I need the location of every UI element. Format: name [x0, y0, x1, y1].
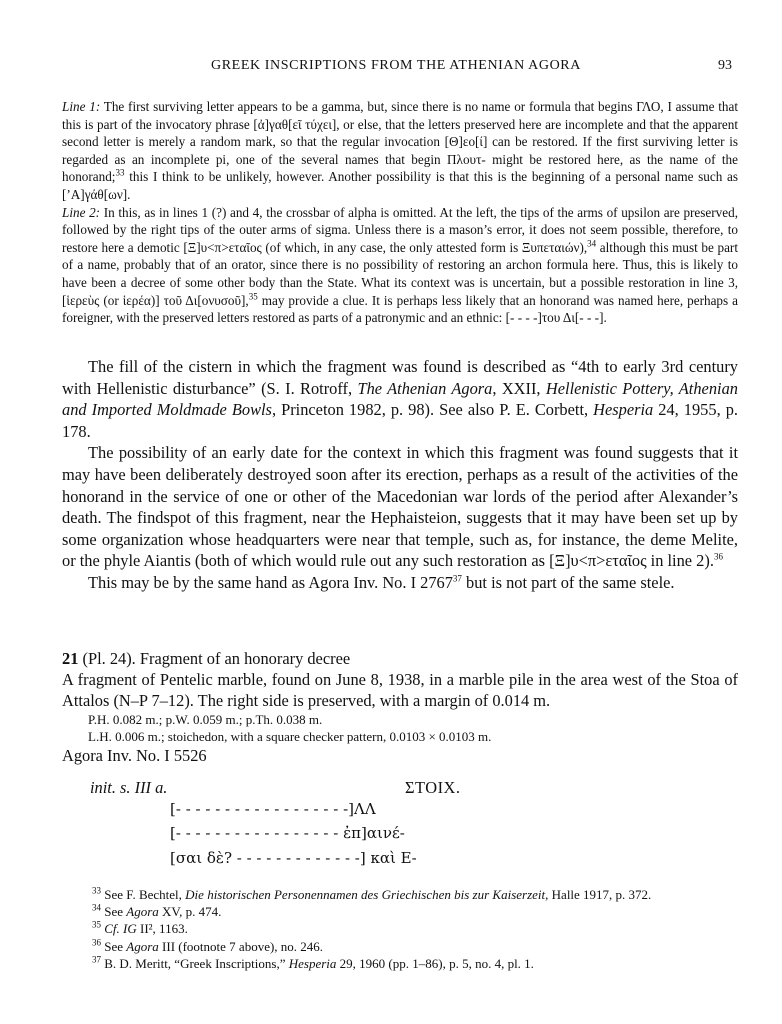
footnote-number: 34 — [92, 902, 101, 913]
page-number: 93 — [718, 58, 732, 73]
footnote-text: , Halle 1917, p. 372. — [545, 887, 652, 902]
running-header — [60, 58, 732, 78]
footnote-title: Agora — [126, 938, 159, 954]
inventory-number: Agora Inv. No. I 5526 — [62, 746, 207, 765]
note-line-2 — [62, 204, 738, 327]
footnote-text: 29, 1960 (pp. 1–86), p. 5, no. 4, pl. 1. — [339, 955, 534, 971]
paragraph-same-hand — [62, 572, 738, 594]
footnote-number: 35 — [92, 920, 101, 931]
footnote — [92, 886, 742, 903]
note-line-1-text-cont: this I think to be unlikely, however. Another possibility is that this is the beginning of a personal name such as [’Α]γάθ[ων]. — [62, 169, 738, 202]
note-line-2-label: Line 2: — [62, 204, 101, 220]
footnote-text: See F. Bechtel, — [104, 887, 182, 902]
footnote-ref-34: 34 — [587, 238, 597, 249]
stoichedon-label: ΣΤΟΙΧ. — [405, 778, 461, 797]
measurements-dimensions: P.H. 0.082 m.; p.W. 0.059 m.; p.Th. 0.038 m. — [88, 712, 323, 727]
footnote-number: 37 — [92, 954, 101, 965]
footnote-ref-35: 35 — [248, 291, 258, 302]
note-line-1 — [62, 98, 738, 204]
footnote-title: Hesperia — [288, 955, 337, 971]
paragraph-text: The possibility of an early date for the context in which this fragment was found suggests that it may have been deliberately destroyed soon after its erection, perhaps as a result of the activities of the honorand in the service of one or other of the Macedonian war lords of the period after Alexander’s death. The findspot of this fragment, near the Hephaisteion, suggests that it may have been set up by some organization whose headquarters were near that temple, such as, for instance, the deme Melite, or the phyle Aiantis (both of which would rule out any such restoration as [Ξ]υ<π>εταῖος in line 2). — [62, 443, 738, 571]
footnote-text: III (footnote 7 above), no. 246. — [162, 938, 324, 954]
note-line-2-text-cont: although this must be part of a name, probably that of an orator, since there is no possibility of restoring an archon formula here. Thus, this is likely to have been a decree of some other body than the State. What its context was is uncertain, but a possible restoration in line 3, [ἱερεὺς (or ἱερέα)] τοῦ Δι[ονυσοῦ], — [62, 239, 738, 308]
footnote — [92, 920, 742, 937]
footnote — [92, 938, 742, 955]
footnote-title: Die historischen Personennamen des Griechischen bis zur Kaiserzeit — [185, 887, 546, 902]
footnote-title: Cf. IG — [104, 921, 137, 937]
paragraph-early-date — [62, 442, 738, 572]
footnote-number: 36 — [92, 937, 101, 948]
entry-title-text: (Pl. 24). Fragment of an honorary decree — [82, 649, 351, 668]
footnote-text: B. D. Meritt, “Greek Inscriptions,” — [104, 955, 286, 971]
footnote-text: XV, p. 474. — [162, 904, 222, 920]
paragraph-text: This may be by the same hand as Agora Inv. No. I 2767 — [88, 572, 453, 592]
footnote-title: Agora — [126, 904, 159, 920]
paragraph-text: , Princeton 1982, p. 98). See also P. E. Corbett, — [271, 400, 589, 420]
inscription-date: init. s. III a. — [90, 778, 168, 797]
entry-number: 21 — [62, 649, 79, 668]
entry-title — [62, 648, 738, 669]
footnote-number: 33 — [92, 885, 101, 896]
paragraph-text: The fill of the cistern in which the fragment was found is described as “4th to early 3rd century with Hellenistic disturbance” (S. I. Rotroff, — [62, 357, 738, 398]
footnote-text: See — [104, 904, 124, 920]
paragraph-text: but is not part of the same stele. — [466, 572, 675, 592]
note-line-1-text: The first surviving letter appears to be a gamma, but, since there is no name or formula that begins ΓΛΟ, I assume that this is part of the invocatory phrase [ἀ]γαθ[εῖ τύχει], or else, that the letters preserved here are incomplete and that the apparent second letter is merely a random mark, so that the regular invocation [Θ]εο[ί] can be restored. If the first surviving letter is regarded as an incomplete pi, one of the several names that begin Πλουτ- might be restored here, as the name of the honorand; — [62, 99, 738, 185]
note-line-1-label: Line 1: — [62, 99, 101, 114]
inscription-line-3: [σαι δὲ? - - - - - - - - - - - - -] καὶ Ε- — [170, 849, 417, 867]
citation-title: Hellenistic Pottery, Athenian and Imported Moldmade Bowls — [62, 378, 738, 420]
paragraph-text: 24, 1955, p. 178. — [62, 400, 738, 441]
footnote — [92, 903, 742, 920]
paragraph-text: , XXII, — [492, 378, 541, 398]
footnote-ref-37: 37 — [452, 573, 462, 584]
inscription-line-2: [- - - - - - - - - - - - - - - - - ἐπ]αινέ- — [170, 824, 405, 842]
footnote-ref-33: 33 — [115, 167, 125, 178]
epigraphic-notes — [62, 98, 738, 327]
footnotes — [92, 886, 742, 972]
paragraph-cistern-fill — [62, 356, 738, 442]
footnote — [92, 955, 742, 972]
running-title: GREEK INSCRIPTIONS FROM THE ATHENIAN AGORA — [211, 58, 581, 73]
note-line-2-text: In this, as in lines 1 (?) and 4, the crossbar of alpha is omitted. At the left, the tips of the arms of upsilon are preserved, followed by the right tips of the outer arms of sigma. Unless there is a mason’s error, it does not seem possible, therefore, to restore here a demotic [Ξ]υ<π>εταῖος (of which, in any case, the only attested form is Ξυπεταιών), — [62, 204, 738, 255]
measurements-letters: L.H. 0.006 m.; stoichedon, with a square checker pattern, 0.0103 × 0.0103 m. — [88, 729, 492, 744]
citation-title: The Athenian Agora — [357, 378, 493, 398]
footnote-text: II², 1163. — [140, 921, 188, 937]
footnote-ref-36: 36 — [713, 551, 723, 562]
citation-title: Hesperia — [593, 400, 654, 420]
catalogue-entry — [62, 648, 738, 767]
footnote-text: See — [104, 938, 124, 954]
body-text — [62, 356, 738, 594]
note-line-2-text-end: may provide a clue. It is perhaps less likely that an honorand was named here, perhaps a foreigner, with the preserved letters restored as parts of a patronymic and an ethnic: [- - - -]του Δι[- - -]. — [62, 292, 738, 326]
entry-description: A fragment of Pentelic marble, found on June 8, 1938, in a marble pile in the area west of the Stoa of Attalos (N–P 7–12). The right side is preserved, with a margin of 0.014 m. — [62, 670, 738, 710]
inscription-line-1: [- - - - - - - - - - - - - - - - - -]ΛΛ — [170, 800, 376, 818]
